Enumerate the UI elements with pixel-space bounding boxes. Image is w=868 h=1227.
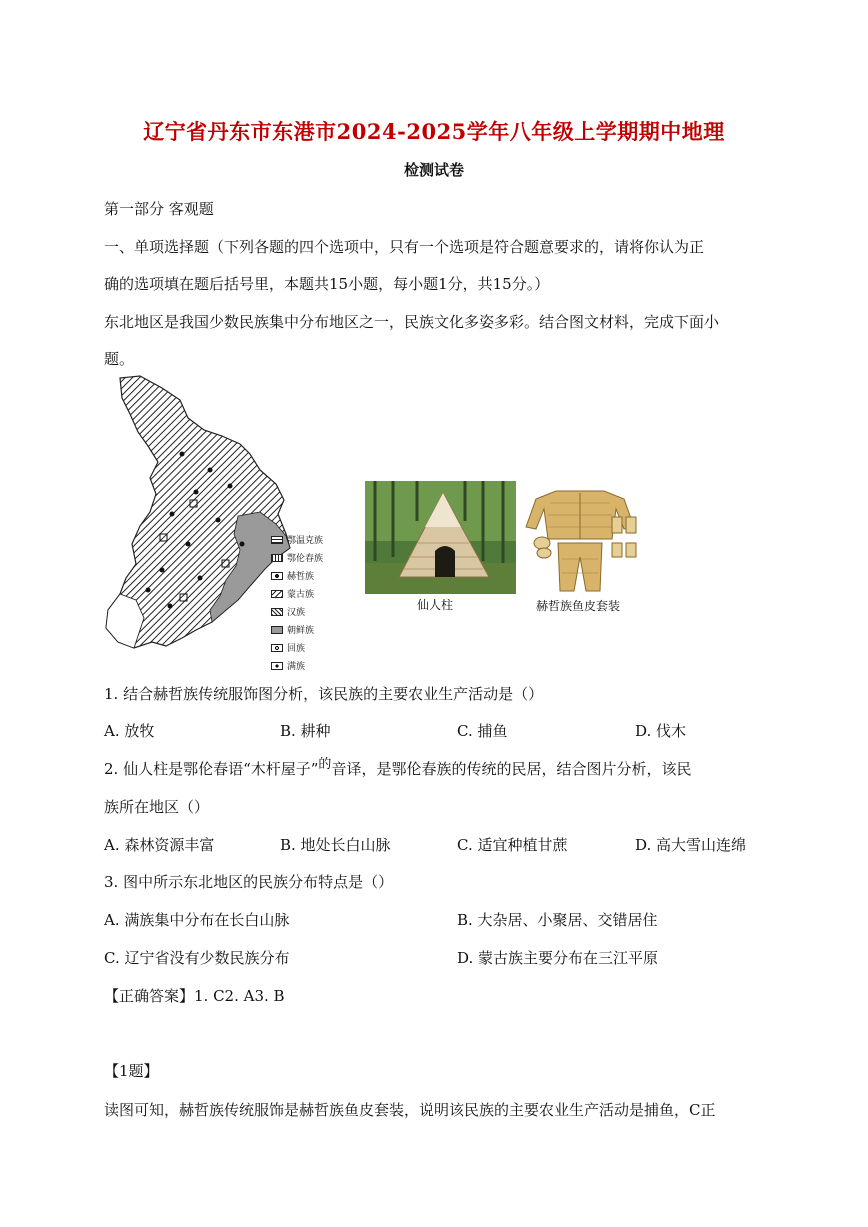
legend-swatch xyxy=(271,554,283,562)
instruction-line-2: 确的选项填在题后括号里，本题共15小题，每小题1分，共15分。） xyxy=(104,275,550,293)
question-2-option-c: C. 适宜种植甘蔗 xyxy=(457,836,568,854)
question-2-stem-part-a: 2. 仙人柱是鄂伦春语“木杆屋子” xyxy=(104,760,319,778)
intro-line-2: 题。 xyxy=(104,350,135,368)
legend-item-ewenki xyxy=(271,533,323,546)
question-1-option-b: B. 耕种 xyxy=(280,722,331,740)
legend-item-hezhe xyxy=(271,569,314,582)
question-3-option-c: C. 辽宁省没有少数民族分布 xyxy=(104,949,290,967)
document-title: 辽宁省丹东市东港市2024-2025学年八年级上学期期中地理 xyxy=(143,119,725,144)
question-2-option-b: B. 地处长白山脉 xyxy=(280,836,391,854)
question-1-stem: 1. 结合赫哲族传统服饰图分析，该民族的主要农业生产活动是（） xyxy=(104,685,544,703)
legend-item-hui xyxy=(271,641,305,654)
question-2-stem-part-b: 音译，是鄂伦春族的传统的民居，结合图片分析，该民 xyxy=(331,760,692,778)
legend-swatch xyxy=(271,536,283,544)
question-3-stem: 3. 图中所示东北地区的民族分布特点是（） xyxy=(104,873,394,891)
xianrenzhu-caption: 仙人柱 xyxy=(417,598,454,612)
question-2-option-a: A. 森林资源丰富 xyxy=(104,836,215,854)
xianrenzhu-image xyxy=(365,481,516,594)
question-1-option-a: A. 放牧 xyxy=(104,722,155,740)
legend-swatch xyxy=(271,608,283,616)
legend-swatch xyxy=(271,644,283,652)
question-2-stem-line-1 xyxy=(104,758,691,779)
legend-label: 鄂温克族 xyxy=(287,536,324,546)
question-3-option-a: A. 满族集中分布在长白山脉 xyxy=(104,911,290,929)
fish-skin-suit-caption: 赫哲族鱼皮套装 xyxy=(536,599,621,613)
question-3-option-b: B. 大杂居、小聚居、交错居住 xyxy=(457,911,658,929)
answer-key: 【正确答案】1. C2. A3. B xyxy=(104,987,285,1005)
xianrenzhu-photo xyxy=(365,481,516,594)
legend-swatch xyxy=(271,626,283,634)
legend-swatch xyxy=(271,590,283,598)
explanation-heading: 【1题】 xyxy=(104,1062,159,1080)
instruction-line-1: 一、单项选择题（下列各题的四个选项中，只有一个选项是符合题意要求的，请将你认为正 xyxy=(104,238,705,256)
legend-label: 蒙古族 xyxy=(287,590,315,600)
legend-item-han xyxy=(271,605,305,618)
legend-swatch xyxy=(271,572,283,580)
question-1-option-d: D. 伐木 xyxy=(635,722,687,740)
legend-item-oroqen xyxy=(271,551,323,564)
document-subtitle: 检测试卷 xyxy=(403,161,464,179)
legend-item-manchu xyxy=(271,659,305,672)
question-2-stem-line-2: 族所在地区（） xyxy=(104,798,210,816)
legend-label: 汉族 xyxy=(287,608,306,618)
question-2-stem-superscript: 的 xyxy=(318,757,332,772)
fish-skin-suit-image xyxy=(520,487,640,595)
legend-label: 满族 xyxy=(287,662,306,672)
intro-line-1: 东北地区是我国少数民族集中分布地区之一，民族文化多姿多彩。结合图文材料，完成下面小 xyxy=(104,313,720,331)
explanation-text: 读图可知，赫哲族传统服饰是赫哲族鱼皮套装，说明该民族的主要农业生产活动是捕鱼，C正 xyxy=(104,1101,716,1119)
legend-label: 朝鲜族 xyxy=(287,626,315,636)
legend-item-korean xyxy=(271,623,314,636)
legend-label: 回族 xyxy=(287,644,306,654)
legend-label: 赫哲族 xyxy=(287,572,315,582)
question-2-option-d: D. 高大雪山连绵 xyxy=(635,836,747,854)
fish-skin-suit-photo xyxy=(520,487,640,595)
legend-label: 鄂伦春族 xyxy=(287,554,324,564)
section-heading: 第一部分 客观题 xyxy=(104,200,214,218)
question-1-option-c: C. 捕鱼 xyxy=(457,722,508,740)
legend-swatch xyxy=(271,662,283,670)
legend-item-mongol xyxy=(271,587,314,600)
question-3-option-d: D. 蒙古族主要分布在三江平原 xyxy=(457,949,659,967)
